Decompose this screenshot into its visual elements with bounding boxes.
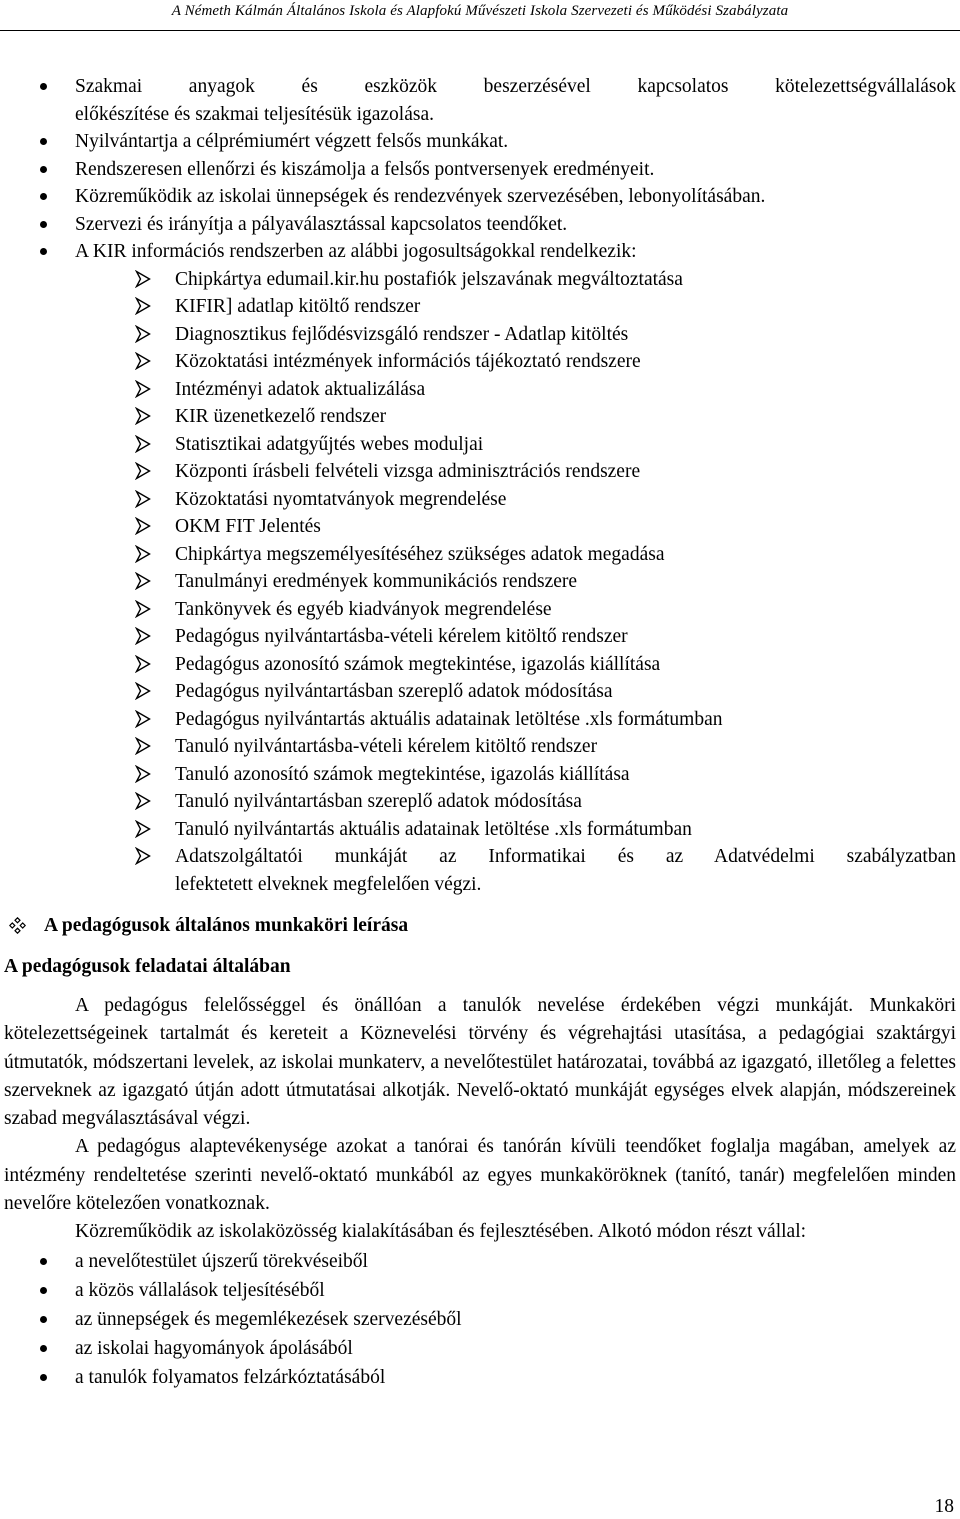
list-item [0,1334,960,1363]
arrow-icon [135,352,151,370]
list-item-text: a közös vállalások teljesítéséből [75,1279,325,1301]
list-item [0,1363,960,1392]
list-item-text: Chipkártya edumail.kir.hu postafiók jelszavának megváltoztatása [175,268,683,290]
list-item [0,458,960,486]
arrow-icon [135,270,151,288]
arrow-icon [135,325,151,343]
list-item-text: Tanulmányi eredmények kommunikációs rendszere [175,571,578,592]
list-item: Szakmai anyagok és eszközök beszerzésével kapcsolatos kötelezettségvállalások előkészítése és szakmai teljesítésük igazolása. [0,73,960,128]
bullet-icon [40,1287,47,1294]
list-item: Nyilvántartja a célprémiumért végzett felsős munkákat. [0,128,960,156]
arrow-icon [135,435,151,453]
list-item [0,568,960,596]
arrow-icon [135,297,151,315]
section-title: A pedagógusok általános munkaköri leírása [0,912,960,940]
list-item [0,733,960,761]
sub-title: A pedagógusok feladatai általában [4,955,291,977]
bottom-bullet-list [0,1247,960,1392]
list-item-text: Pedagógus nyilvántartásban szereplő adatok módosítása [175,681,613,702]
list-item: Adatszolgáltatói munkáját az Informatikai és az Adatvédelmi szabályzatban lefektetett elveknek megfelelően végzi. [0,843,960,898]
arrow-icon [135,517,151,535]
list-item: Rendszeresen ellenőrzi és kiszámolja a felsős pontversenyek eredményeit. [0,156,960,184]
list-item: Szervezi és irányítja a pályaválasztással kapcsolatos teendőket. [0,211,960,239]
arrow-icon [135,545,151,563]
list-item-text: Tanuló nyilvántartás aktuális adatainak letöltése .xls formátumban [175,818,692,840]
list-item-text: KIFIR] adatlap kitöltő rendszer [175,296,421,317]
list-item [0,788,960,816]
list-item [0,513,960,541]
arrow-icon [135,847,151,865]
bullet-icon [40,1345,47,1352]
arrow-icon [135,792,151,810]
page-number: 18 [934,1496,954,1517]
list-item: A KIR információs rendszerben az alábbi jogosultságokkal rendelkezik: [0,238,960,266]
bullet-icon [40,83,47,90]
arrow-icon [135,600,151,618]
list-item-text: a nevelőtestület újszerű törekvéseiből [75,1250,368,1272]
arrow-icon [135,490,151,508]
list-item-text: Tanuló azonosító számok megtekintése, igazolás kiállítása [175,763,630,785]
arrow-icon [135,407,151,425]
list-item [0,651,960,679]
header-divider [0,30,960,31]
list-item [0,706,960,734]
arrow-icon [135,655,151,673]
list-item-text: az ünnepségek és megemlékezések szervezéséből [75,1308,462,1330]
paragraph: A pedagógus felelősséggel és önállóan a tanulók nevelése érdekében végzi munkáját. Munkaköri kötelezettségeinek tartalmát és kereteit a Köznevelési törvény és végrehajtási utasítása, a pedagógiai szaktárgyi útmutatók, módszertani levelek, az iskolai munkaterv, a nevelőtestület határozatai, továbbá az igazgató, illetőleg a felettes szerveknek az igazgató útján adott útmutatásai alkotják. Nevelő-oktató munkáját egységes elvek alapján, módszereinek szabad megválasztásával végzi. [4,995,956,1130]
list-item [0,623,960,651]
four-diamond-icon [9,917,26,934]
list-item [0,596,960,624]
list-item [0,348,960,376]
list-item [0,816,960,844]
arrow-icon [135,462,151,480]
list-item-text: Közoktatási nyomtatványok megrendelése [175,488,507,510]
bullet-icon [40,1316,47,1323]
list-item-text: Intézményi adatok aktualizálása [175,378,426,400]
list-item-text: Chipkártya megszemélyesítéséhez szükséges adatok megadása [175,543,665,565]
list-item [0,266,960,294]
list-item [0,403,960,431]
list-item: Közreműködik az iskolai ünnepségek és rendezvények szervezésében, lebonyolításában. [0,183,960,211]
list-item [0,761,960,789]
arrow-icon [135,627,151,645]
list-item-text: Pedagógus nyilvántartás aktuális adatainak letöltése .xls formátumban [175,708,723,730]
list-item-text: Központi írásbeli felvételi vizsga adminisztrációs rendszere [175,461,641,482]
list-item-text: Pedagógus azonosító számok megtekintése, igazolás kiállítása [175,653,661,675]
list-item [0,321,960,349]
arrow-icon [135,380,151,398]
kir-permissions-list [0,266,960,844]
list-item-text: OKM FIT Jelentés [175,516,321,537]
list-item-text: Pedagógus nyilvántartásba-vételi kérelem kitöltő rendszer [175,626,628,647]
list-item [0,541,960,569]
list-item [0,1305,960,1334]
list-item [0,293,960,321]
list-item [0,431,960,459]
arrow-icon [135,765,151,783]
list-item-text: Statisztikai adatgyűjtés webes moduljai [175,433,484,455]
list-item [0,486,960,514]
bullet-icon [40,221,47,228]
list-item-text: Közoktatási intézmények információs tájékoztató rendszere [175,351,641,372]
list-item-text: Tanuló nyilvántartásban szereplő adatok módosítása [175,791,582,812]
bullet-icon [40,138,47,145]
arrow-icon [135,737,151,755]
bullet-icon [40,1374,47,1381]
list-item-text: Tankönyvek és egyéb kiadványok megrendelése [175,598,552,620]
arrow-icon [135,710,151,728]
paragraph: Közreműködik az iskolaközösség kialakításában és fejlesztésében. Alkotó módon részt vállal: [75,1221,807,1243]
arrow-icon [135,572,151,590]
list-item-text: a tanulók folyamatos felzárkóztatásából [75,1366,386,1388]
bullet-icon [40,166,47,173]
paragraph: A pedagógus alaptevékenysége azokat a tanórai és tanórán kívüli teendőket foglalja magában, amelyek az intézmény rendeltetése szerinti nevelő-oktató munkából az egyes munkaköröknek (tanító, tanár) megfelelően minden nevelőre kötelezően vonatkoznak. [4,1136,956,1215]
arrow-icon [135,820,151,838]
list-item [0,678,960,706]
bullet-icon [40,1258,47,1265]
list-item-text: az iskolai hagyományok ápolásából [75,1337,353,1359]
list-item [0,1276,960,1305]
page-content [0,73,960,1392]
list-item [0,1247,960,1276]
page-header: A Németh Kálmán Általános Iskola és Alapfokú Művészeti Iskola Szervezeti és Működési Szabályzata [171,3,789,19]
list-item-text: KIR üzenetkezelő rendszer [175,406,387,427]
list-item-text: Diagnosztikus fejlődésvizsgáló rendszer - Adatlap kitöltés [175,323,629,345]
top-bullet-list [0,73,960,266]
arrow-icon [135,682,151,700]
list-item [0,376,960,404]
list-item-text: Tanuló nyilvántartásba-vételi kérelem kitöltő rendszer [175,736,598,757]
bullet-icon [40,193,47,200]
bullet-icon [40,248,47,255]
